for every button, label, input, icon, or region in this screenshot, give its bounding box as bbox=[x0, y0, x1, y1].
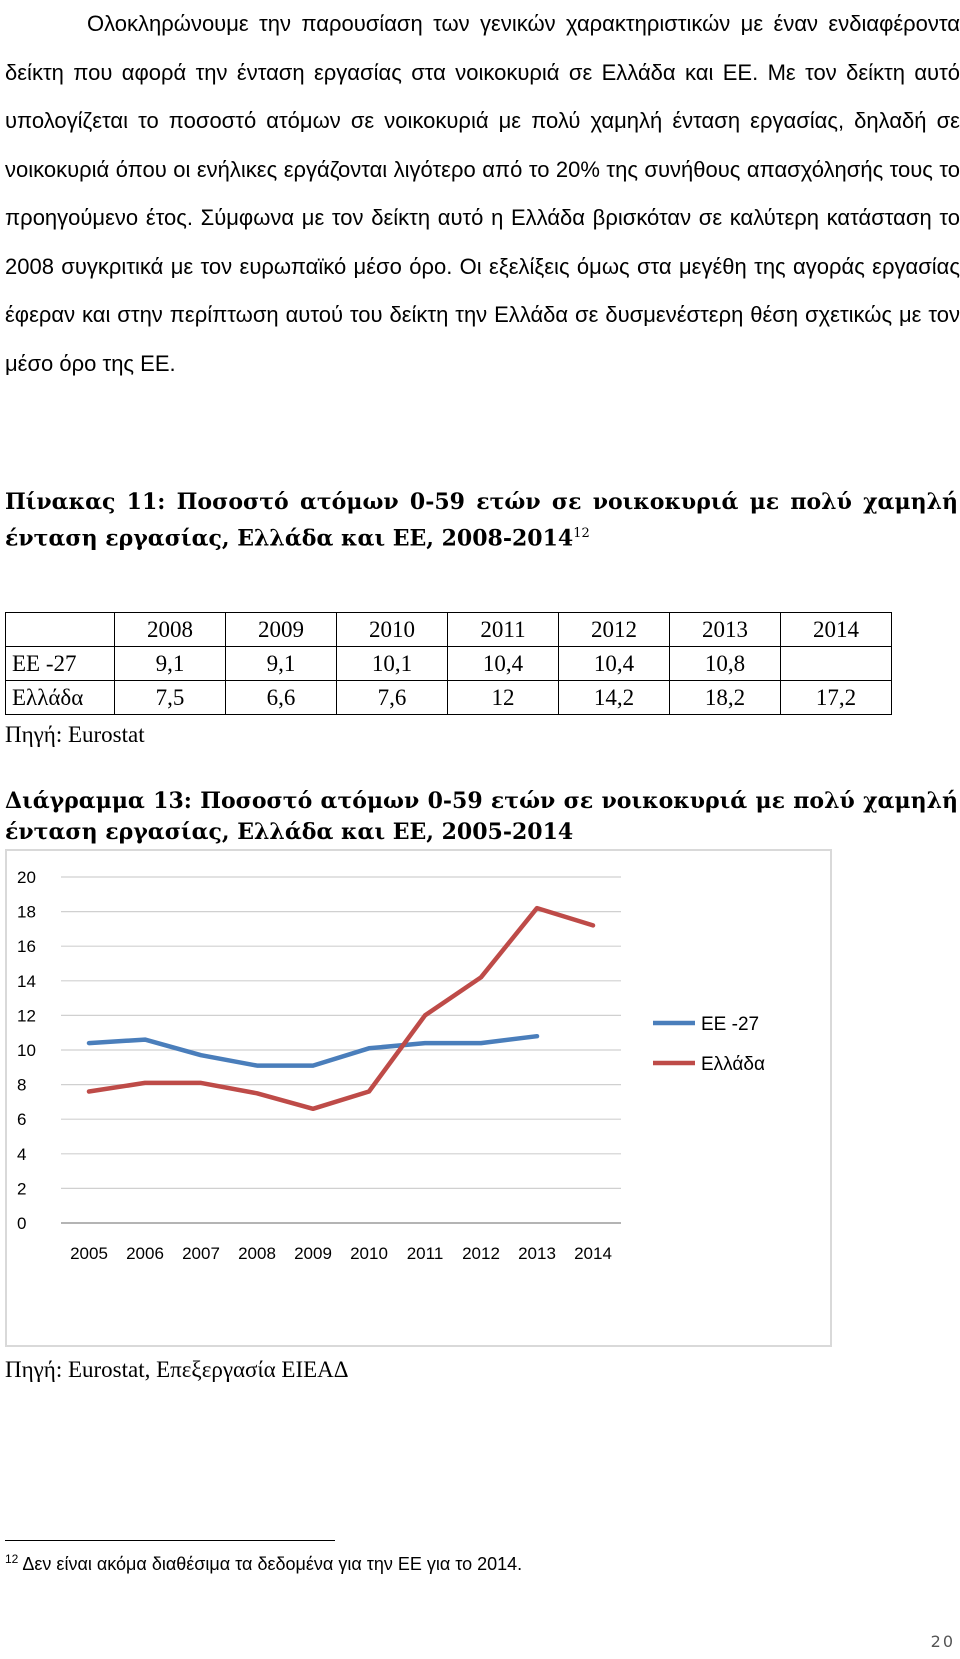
y-tick-label: 8 bbox=[17, 1075, 27, 1095]
table-cell: 10,1 bbox=[337, 647, 448, 681]
legend-label: Ελλάδα bbox=[701, 1054, 765, 1075]
y-tick-label: 18 bbox=[17, 902, 36, 922]
chart-source: Πηγή: Eurostat, Επεξεργασία ΕΙΕΑΔ bbox=[5, 1357, 349, 1382]
table-cell: 2011 bbox=[448, 613, 559, 647]
footnote-ref: 12 bbox=[573, 526, 590, 541]
y-tick-label: 10 bbox=[17, 1041, 36, 1060]
intro-paragraph: Ολοκληρώνουμε την παρουσίαση των γενικών χαρακτηριστικών με έναν ενδιαφέροντα δείκτη που αφορά την ένταση εργασίας στα νοικοκυριά σε Ελλάδα και ΕΕ. Με τον δείκτη αυτό υπολογίζεται το ποσοστό ατόμων σε νοικοκυριά με πολύ χαμηλή ένταση εργασίας, δηλαδή σε νοικοκυριά όπου οι ενήλικες εργάζονται λιγότερο από το 20% της συνήθους απασχόλησής τους το προηγούμενο έτος. Σύμφωνα με τον δείκτη αυτό η Ελλάδα βρισκόταν σε καλύτερη κατάσταση το 2008 συγκριτικά με τον ευρωπαϊκό μέσο όρο. Οι εξελίξεις όμως στα μεγέθη της αγοράς εργασίας έφεραν και στην περίπτωση αυτού του δείκτη την Ελλάδα σε δυσμενέστερη θέση σχετικώς με τον μέσο όρο της ΕΕ. bbox=[5, 11, 960, 376]
y-tick-label: 0 bbox=[17, 1214, 27, 1233]
y-tick-label: 12 bbox=[17, 1006, 36, 1026]
footnote-number: 12 bbox=[5, 1552, 19, 1566]
table-cell: 18,2 bbox=[670, 681, 781, 715]
x-tick-label: 2010 bbox=[350, 1244, 388, 1263]
table-cell: 2010 bbox=[337, 613, 448, 647]
table-cell: 10,8 bbox=[670, 647, 781, 681]
table-cell: Ελλάδα bbox=[6, 681, 115, 715]
table-source: Πηγή: Eurostat bbox=[5, 722, 145, 747]
table-cell bbox=[781, 647, 892, 681]
table-cell: 2009 bbox=[226, 613, 337, 647]
table-header-row bbox=[6, 613, 892, 647]
x-tick-label: 2006 bbox=[126, 1244, 164, 1263]
table-cell: 2012 bbox=[559, 613, 670, 647]
table-cell: 17,2 bbox=[781, 681, 892, 715]
table-cell: 2014 bbox=[781, 613, 892, 647]
x-tick-label: 2005 bbox=[70, 1244, 108, 1263]
footnote bbox=[5, 1552, 522, 1575]
table-row bbox=[6, 647, 892, 681]
table-cell: 2008 bbox=[115, 613, 226, 647]
y-tick-label: 14 bbox=[17, 971, 36, 991]
table-cell: 6,6 bbox=[226, 681, 337, 715]
x-tick-label: 2011 bbox=[406, 1244, 444, 1263]
x-tick-label: 2007 bbox=[182, 1244, 220, 1263]
y-tick-label: 2 bbox=[17, 1179, 27, 1199]
table-cell: 9,1 bbox=[226, 647, 337, 681]
data-table bbox=[5, 612, 892, 715]
chart-caption: Διάγραμμα 13: Ποσοστό ατόμων 0-59 ετών σε νοικοκυριά με πολύ χαμηλή ένταση εργασίας, Ελλάδα και ΕΕ, 2005-2014 bbox=[5, 788, 958, 845]
footnote-text: Δεν είναι ακόμα διαθέσιμα τα δεδομένα για την ΕΕ για το 2014. bbox=[22, 1554, 523, 1574]
x-tick-label: 2012 bbox=[462, 1244, 500, 1263]
y-tick-label: 20 bbox=[17, 868, 36, 887]
y-tick-label: 6 bbox=[17, 1110, 27, 1130]
x-tick-label: 2009 bbox=[294, 1244, 332, 1263]
table-cell: ΕΕ -27 bbox=[6, 647, 115, 681]
line-chart bbox=[5, 849, 832, 1347]
legend-label: ΕΕ -27 bbox=[701, 1014, 760, 1035]
series-line-greece bbox=[89, 908, 593, 1109]
table-cell: 12 bbox=[448, 681, 559, 715]
table-cell: 9,1 bbox=[115, 647, 226, 681]
y-tick-label: 4 bbox=[17, 1144, 27, 1164]
table-cell: 14,2 bbox=[559, 681, 670, 715]
series-line-eu27 bbox=[89, 1036, 537, 1065]
chart-svg bbox=[7, 851, 830, 1345]
table-cell: 10,4 bbox=[448, 647, 559, 681]
y-tick-label: 16 bbox=[17, 937, 36, 957]
table-cell: 2013 bbox=[670, 613, 781, 647]
x-tick-label: 2008 bbox=[238, 1244, 276, 1263]
table-cell bbox=[6, 613, 115, 647]
table-cell: 7,5 bbox=[115, 681, 226, 715]
x-tick-label: 2014 bbox=[574, 1244, 612, 1263]
x-tick-label: 2013 bbox=[518, 1244, 556, 1263]
table-caption: Πίνακας 11: Ποσοστό ατόμων 0-59 ετών σε νοικοκυριά με πολύ χαμηλή ένταση εργασίας, Ελλάδα και ΕΕ, 2008-2014$^{12}$ bbox=[5, 489, 958, 552]
footnote-divider bbox=[5, 1540, 335, 1541]
page-number: 20 bbox=[930, 1632, 955, 1651]
table-row bbox=[6, 681, 892, 715]
table-cell: 10,4 bbox=[559, 647, 670, 681]
table-cell: 7,6 bbox=[337, 681, 448, 715]
